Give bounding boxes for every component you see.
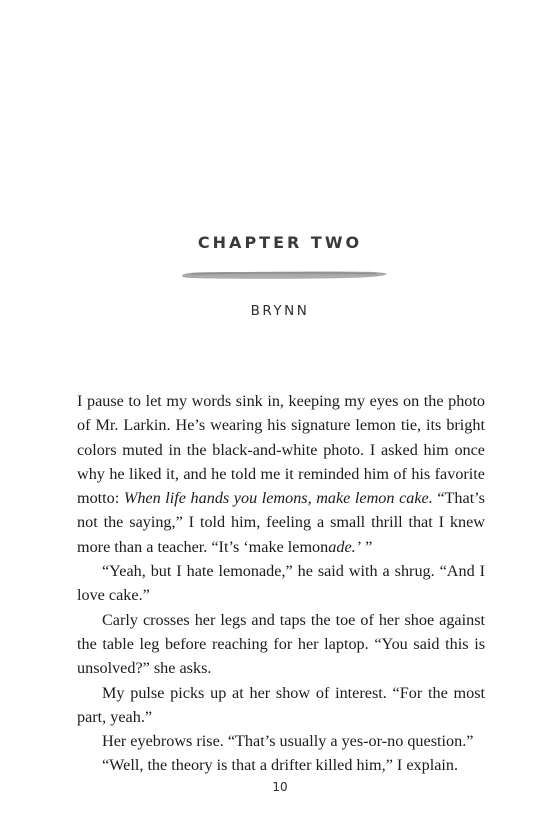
paragraph xyxy=(77,559,485,608)
chapter-title: CHAPTER TWO xyxy=(197,233,363,252)
text-segment: My pulse picks up at her show of interest. “For the most part, yeah.” xyxy=(77,683,485,726)
italic-text-segment: When life hands you lemons, make lemon cake. xyxy=(123,489,433,508)
body-text xyxy=(77,389,485,778)
text-segment: I pause to let my words sink in, keeping my eyes on the photo of Mr. Larkin. He’s wearing his signature lemon tie, its bright colors muted in the black-and-white photo. I asked him once why he liked it, and he told me it reminded him of his favorite motto: xyxy=(77,392,485,508)
text-segment: “Well, the theory is that a drifter killed him,” I explain. xyxy=(102,756,459,775)
page-number: 10 xyxy=(272,780,288,794)
italic-text-segment: ade.’ xyxy=(328,537,362,556)
paragraph xyxy=(77,389,485,559)
paragraph xyxy=(77,753,485,777)
text-segment: Carly crosses her legs and taps the toe of her shoe against the table leg before reaching for her laptop. “You said this is unsolved?” she asks. xyxy=(77,610,485,678)
paragraph xyxy=(77,608,485,681)
text-segment: ” xyxy=(361,537,373,556)
pov-character-name: BRYNN xyxy=(250,303,310,319)
text-segment: “Yeah, but I hate lemonade,” he said with a shrug. “And I love cake.” xyxy=(77,562,485,605)
text-segment: Her eyebrows rise. “That’s usually a yes-or-no question.” xyxy=(102,732,474,751)
brush-stroke-divider-icon xyxy=(180,268,390,282)
paragraph xyxy=(77,681,485,730)
paragraph xyxy=(77,729,485,753)
text-segment: “That’s not the saying,” I told him, feeling a small thrill that I knew more than a teacher. “It’s ‘make lemon xyxy=(77,489,485,556)
